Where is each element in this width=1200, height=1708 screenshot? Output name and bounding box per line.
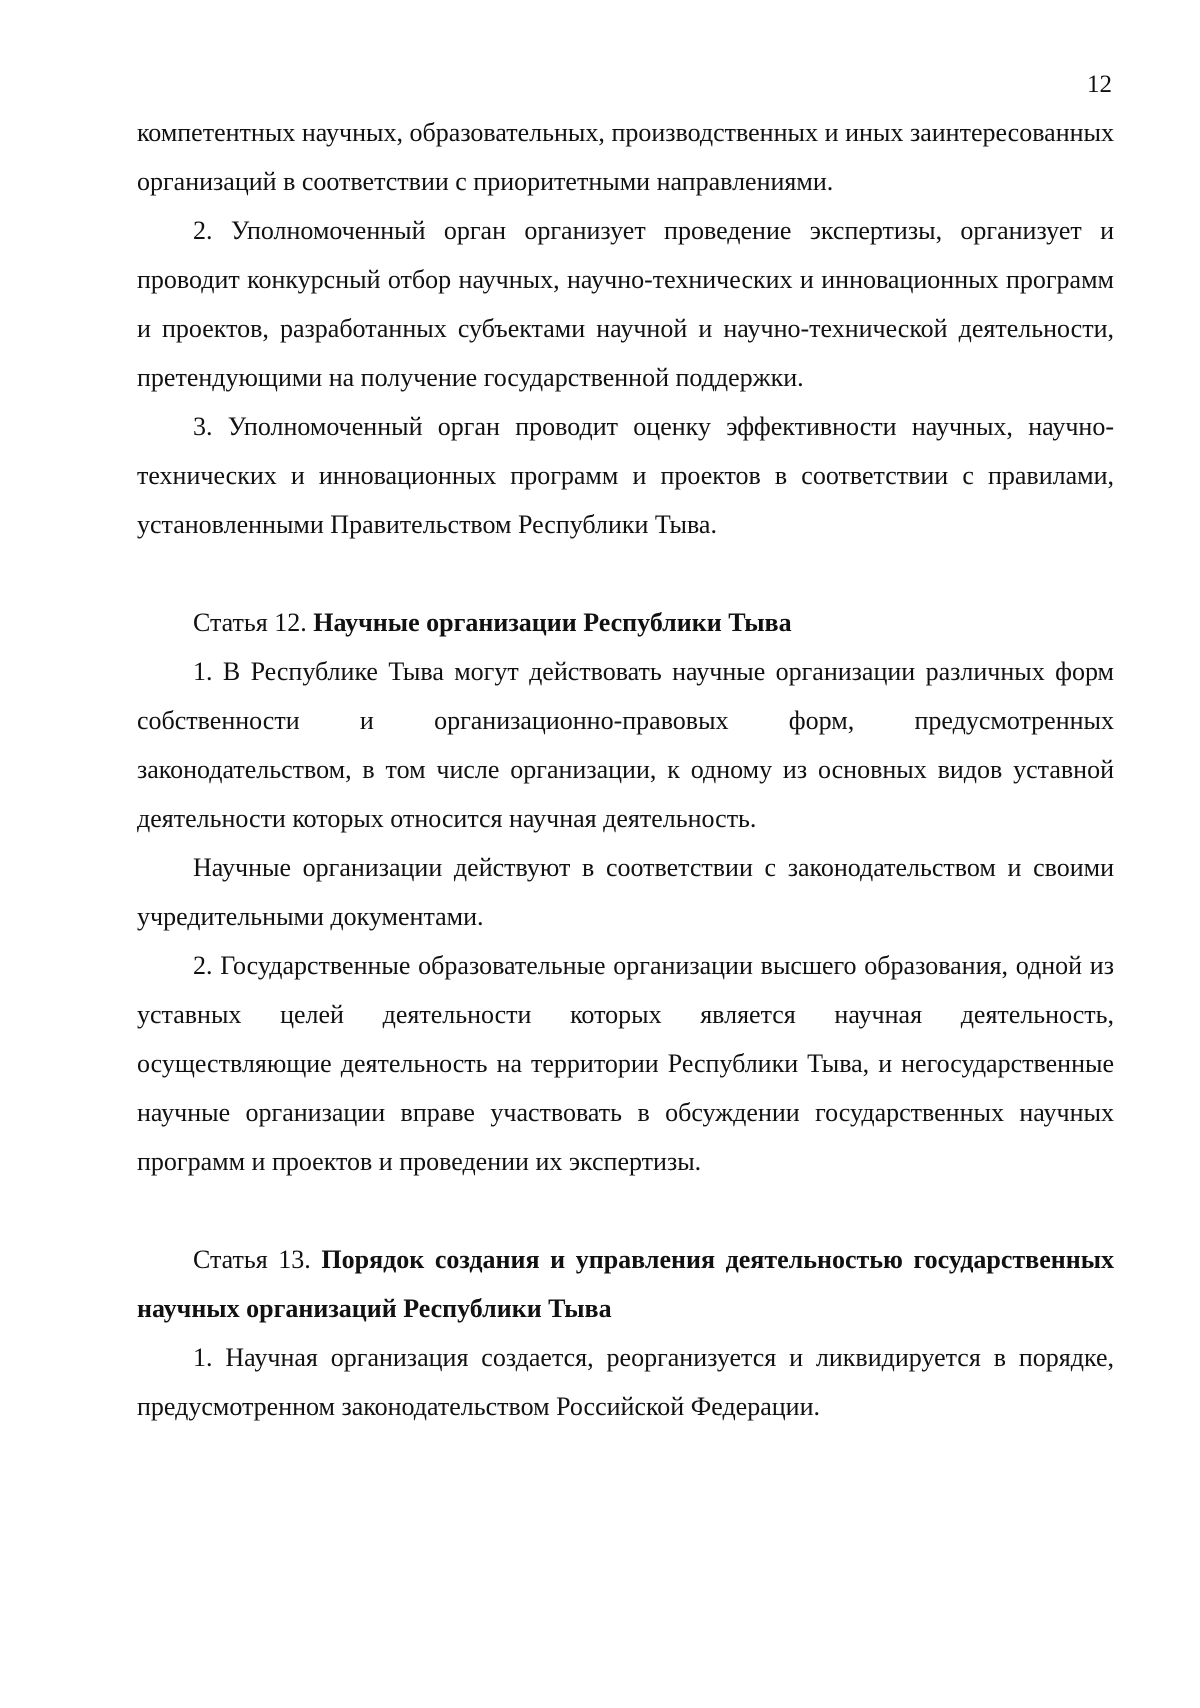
- paragraph-item-3: 3. Уполномоченный орган проводит оценку эффективности научных, научно-технических и инновационных программ и проектов в соответствии с правилами, установленными Правительством Республики Тыва.: [137, 412, 1114, 539]
- article-12-paragraph-3: 2. Государственные образовательные организации высшего образования, одной из уставных целей деятельности которых является научная деятельность, осуществляющие деятельность на территории Республики Тыва, и негосударственные научные организации вправе участвовать в обсуждении государственных научных программ и проектов и проведении их экспертизы.: [137, 951, 1114, 1176]
- article-12-title: Научные организации Республики Тыва: [313, 608, 792, 637]
- article-13-title: Порядок создания и управления деятельностью государственных научных организаций Республики Тыва: [137, 1245, 1114, 1323]
- article-13-label: Статья 13.: [193, 1245, 322, 1274]
- article-12-paragraph-1: 1. В Республике Тыва могут действовать научные организации различных форм собственности и организационно-правовых форм, предусмотренных законодательством, в том числе организации, к одному из основных видов уставной деятельности которых относится научная деятельность.: [137, 657, 1114, 833]
- paragraph-item-2: 2. Уполномоченный орган организует проведение экспертизы, организует и проводит конкурсный отбор научных, научно-технических и инновационных программ и проектов, разработанных субъектами научной и научно-технической деятельности, претендующими на получение государственной поддержки.: [137, 216, 1114, 392]
- page-number: 12: [1087, 71, 1112, 98]
- article-12-paragraph-2: Научные организации действуют в соответствии с законодательством и своими учредительными документами.: [137, 853, 1114, 931]
- paragraph-continuation: компетентных научных, образовательных, производственных и иных заинтересованных организаций в соответствии с приоритетными направлениями.: [137, 118, 1114, 196]
- document-body: [137, 108, 1114, 1431]
- article-12-label: Статья 12.: [193, 608, 314, 637]
- article-12-heading: [137, 598, 1114, 647]
- article-13-paragraph-1: 1. Научная организация создается, реорганизуется и ликвидируется в порядке, предусмотренном законодательством Российской Федерации.: [137, 1343, 1114, 1421]
- article-13-heading: [137, 1235, 1114, 1333]
